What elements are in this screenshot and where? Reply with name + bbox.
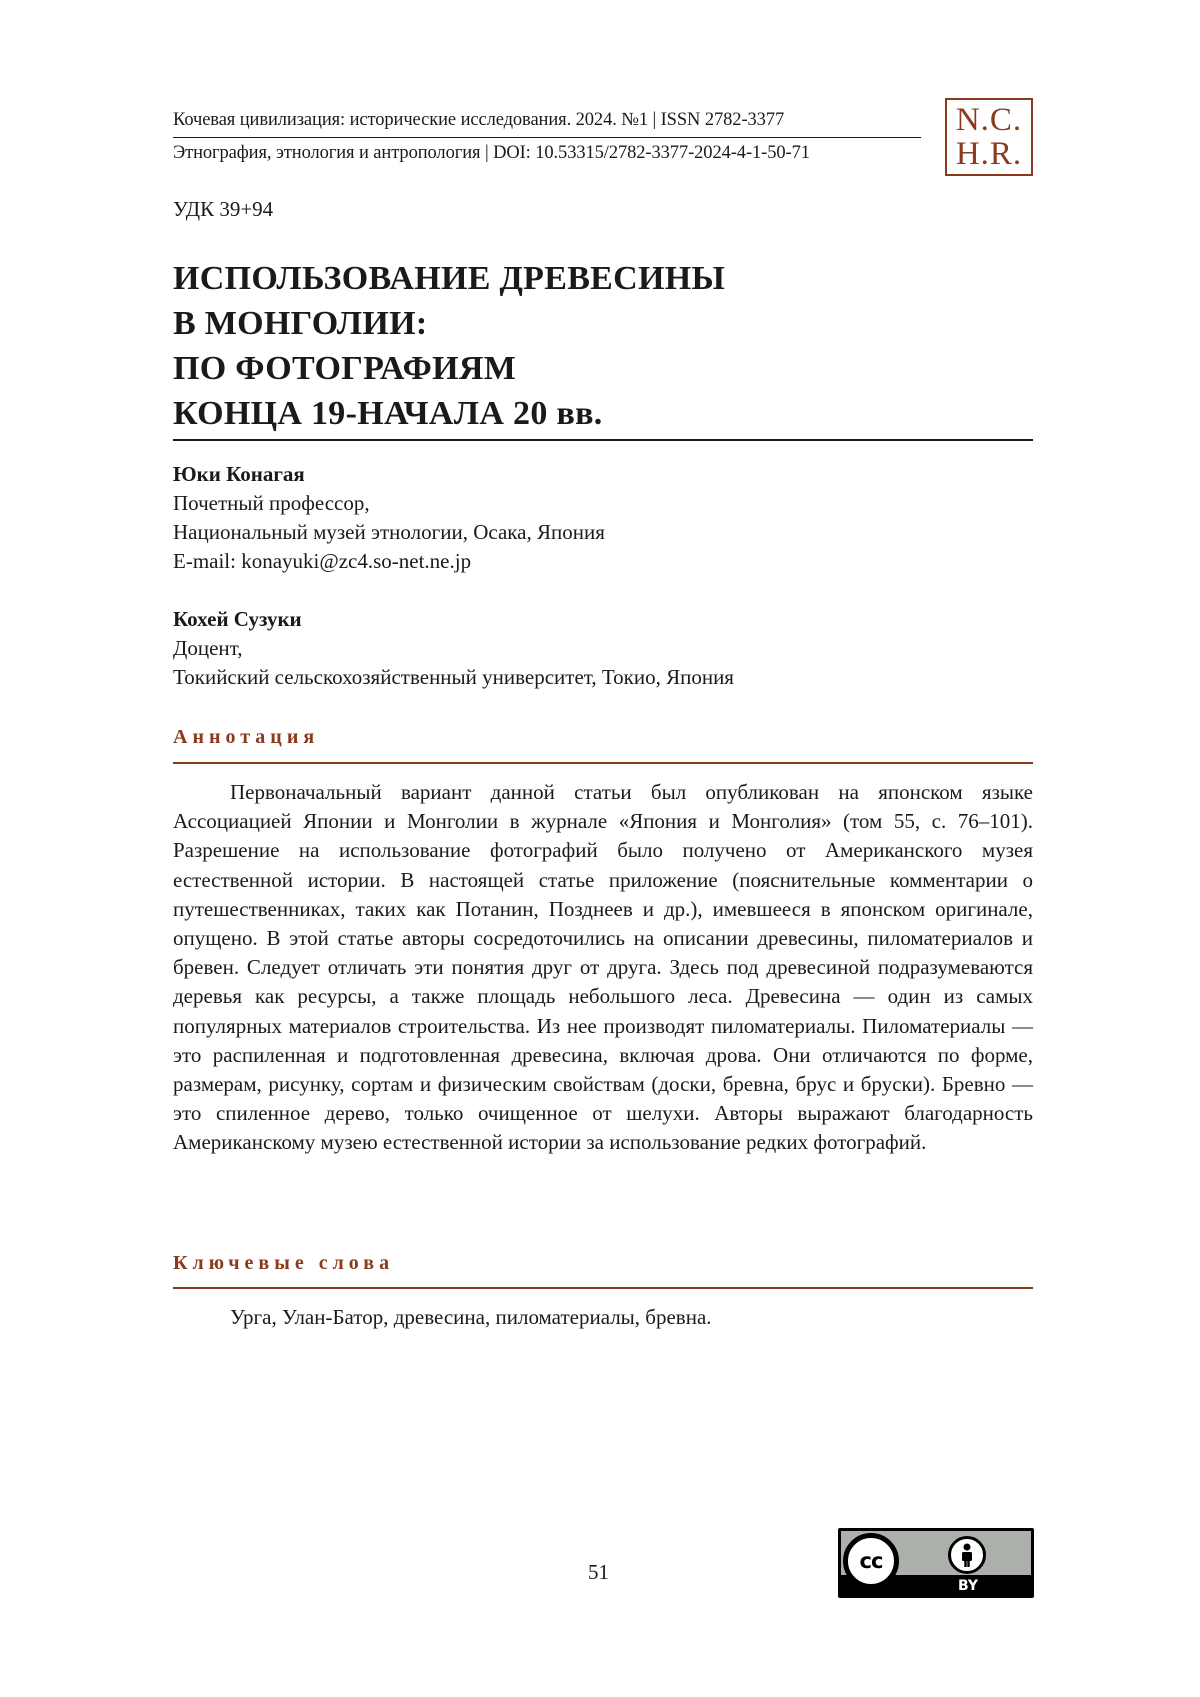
author-position: Почетный профессор, [173, 491, 370, 515]
cc-text: cc [859, 1549, 883, 1573]
page-number: 51 [588, 1560, 609, 1584]
author-name: Кохей Сузуки [173, 607, 302, 631]
logo-bottom-text: H.R. [955, 136, 1023, 172]
logo-top-text: N.C. [955, 102, 1023, 138]
by-label: BY [957, 1578, 979, 1594]
header-divider [173, 137, 921, 138]
udk-code: УДК 39+94 [173, 197, 274, 221]
journal-doi-line: Этнография, этнология и антропология | DOI: 10.53315/2782-3377-2024-4-1-50-71 [173, 143, 810, 163]
keywords-divider [173, 1287, 1033, 1289]
title-divider [173, 439, 1033, 441]
article-title [173, 256, 1033, 436]
author-affiliation: Национальный музей этнологии, Осака, Япония [173, 520, 605, 544]
cc-by-license-badge[interactable] [838, 1528, 1034, 1598]
keywords-text: Урга, Улан-Батор, древесина, пиломатериалы, бревна. [230, 1305, 712, 1329]
author-email[interactable]: E-mail: konayuki@zc4.so-net.ne.jp [173, 549, 472, 573]
author-name: Юки Конагая [173, 462, 305, 486]
abstract-divider [173, 762, 1033, 764]
abstract-heading: Аннотация [173, 726, 320, 748]
title-line: ИСПОЛЬЗОВАНИЕ ДРЕВЕСИНЫ [173, 260, 726, 297]
attribution-person-icon [948, 1536, 986, 1574]
keywords-heading: Ключевые слова [173, 1252, 395, 1274]
journal-logo [945, 98, 1033, 176]
title-line: КОНЦА 19-НАЧАЛА 20 вв. [173, 395, 603, 432]
author-affiliation: Токийский сельскохозяйственный университет, Токио, Япония [173, 665, 734, 689]
journal-header [173, 108, 921, 163]
person-icon [951, 1539, 983, 1571]
title-line: ПО ФОТОГРАФИЯМ [173, 350, 517, 387]
author-block [173, 460, 1033, 576]
author-block [173, 605, 1033, 692]
creative-commons-icon [843, 1533, 899, 1589]
author-position: Доцент, [173, 636, 243, 660]
abstract-text: Первоначальный вариант данной статьи был опубликован на японском языке Ассоциацией Японии и Монголии в журнале «Япония и Монголия» (том 55, с. 76–101). Разрешение на использование фотографий было получено от Американского музея естественной истории. В настоящей статье приложение (пояснительные комментарии о путешественниках, таких как Потанин, Позднеев и др.), имевшееся в японском оригинале, опущено. В этой статье авторы сосредоточились на описании древесины, пиломатериалов и бревен. Следует отличать эти понятия друг от друга. Здесь под древесиной подразумеваются деревья как ресурсы, а также площадь небольшого леса. Древесина — один из самых популярных материалов строительства. Из нее производят пиломатериалы. Пиломатериалы — это распиленная и подготовленная древесина, включая дрова. Они отличаются по форме, размерам, рисунку, сортам и физическим свойствам (доски, бревна, брус и бруски). Бревно — это спиленное дерево, только очищенное от шелухи. Авторы выражают благодарность Американскому музею естественной истории за использование редких фотографий. [173, 780, 1033, 1155]
title-line: В МОНГОЛИИ: [173, 305, 428, 342]
journal-citation-line: Кочевая цивилизация: исторические исследования. 2024. №1 | ISSN 2782-3377 [173, 110, 785, 130]
